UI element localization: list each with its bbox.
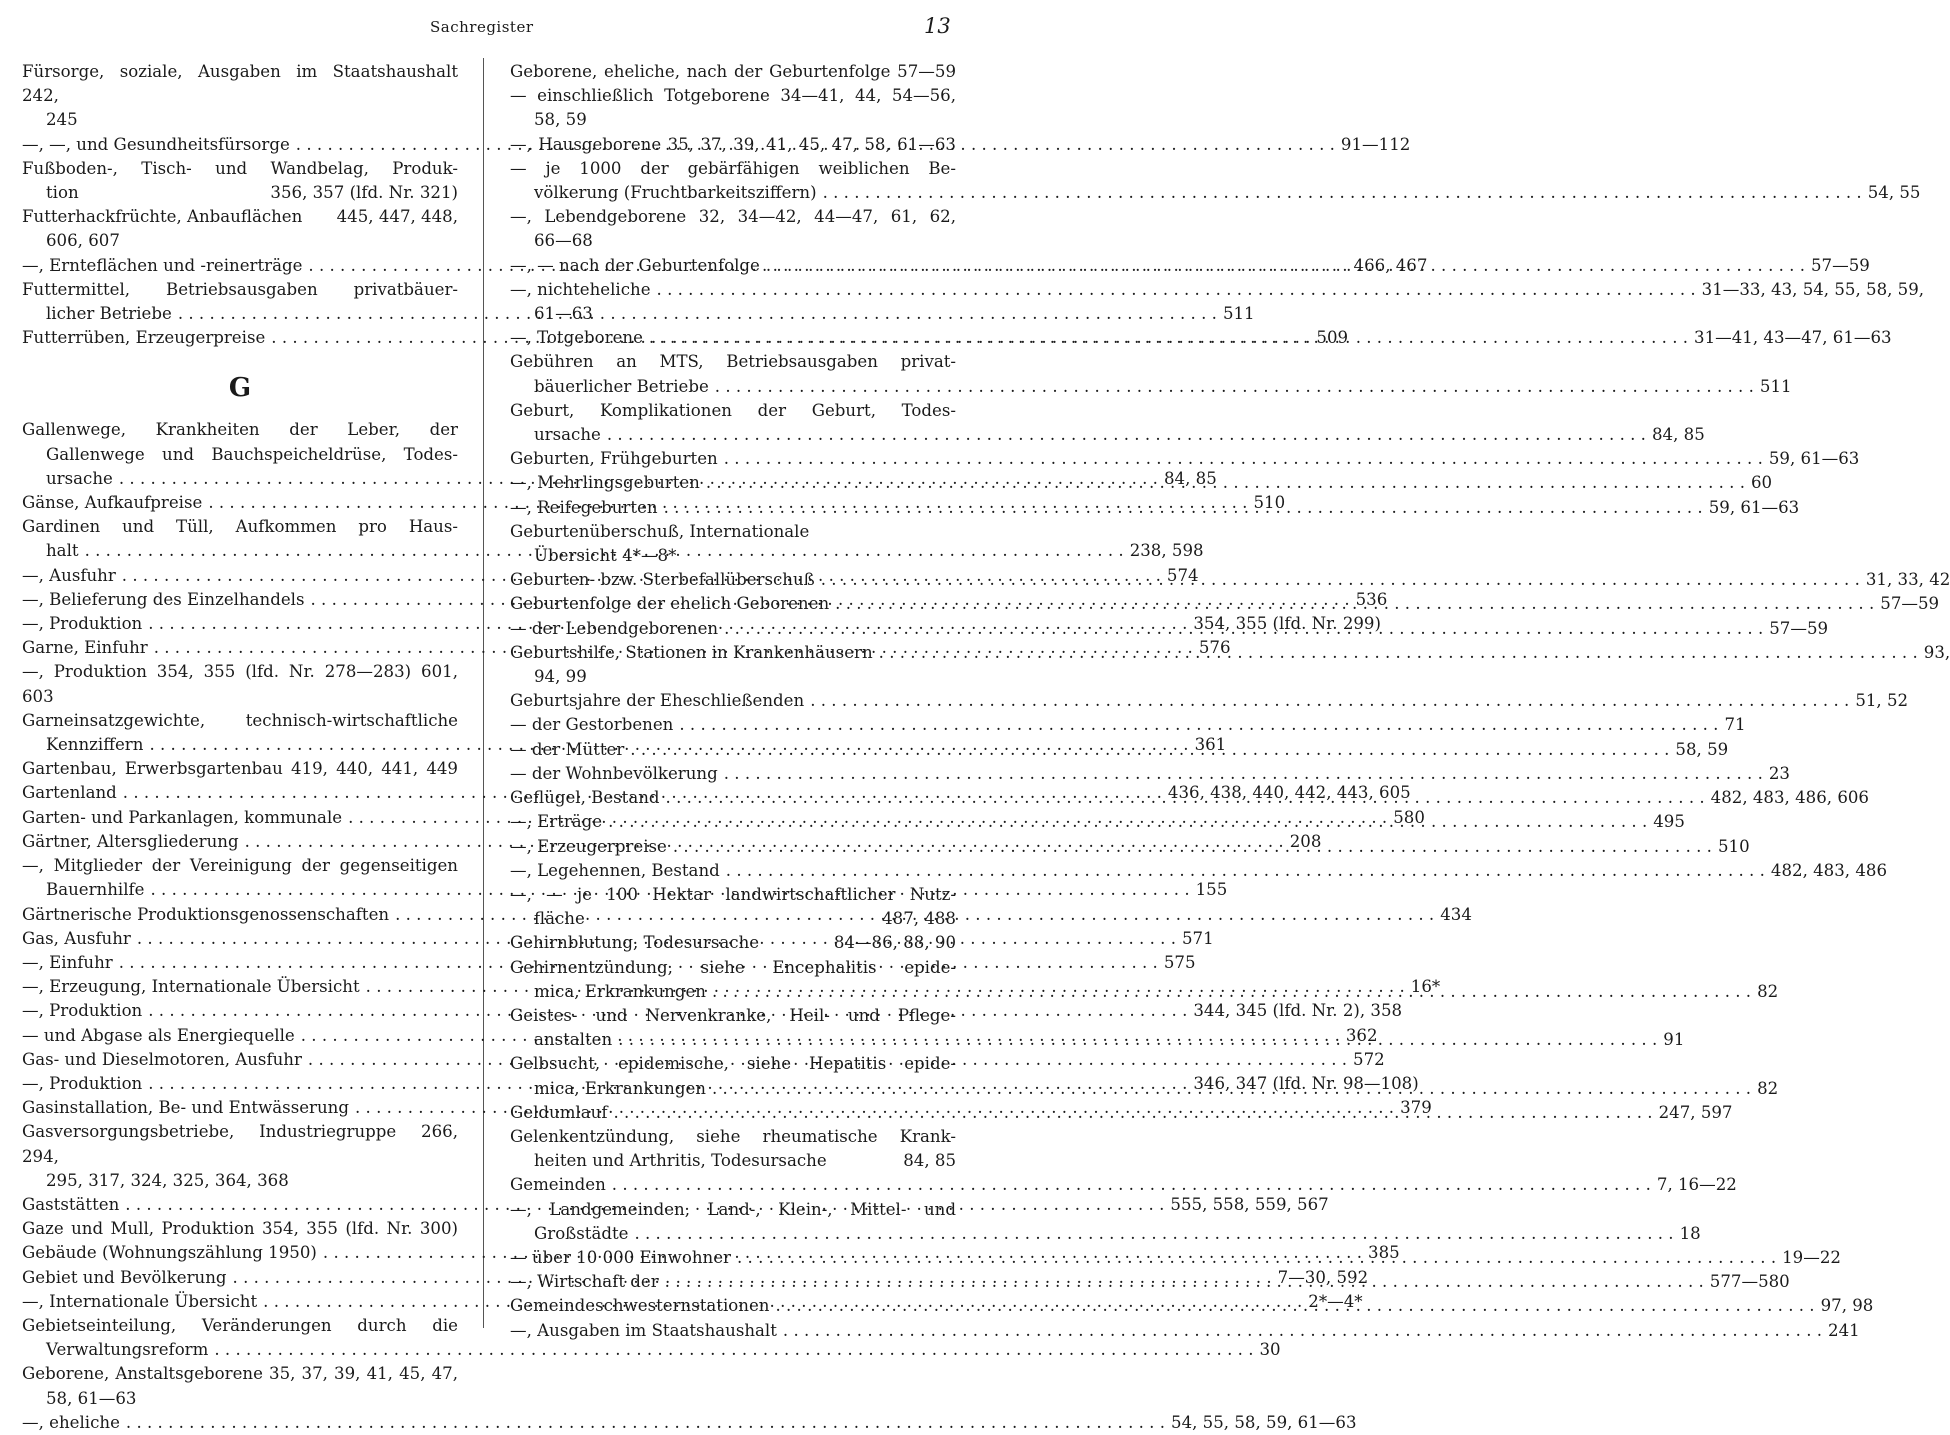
index-line bbox=[22, 757, 458, 781]
leader-dots bbox=[823, 181, 1862, 205]
entry-text: Geburtsjahre der Eheschließenden bbox=[510, 691, 805, 711]
index-entry bbox=[22, 205, 458, 253]
entry-text: Gaststätten bbox=[22, 1194, 120, 1214]
entry-text: —, Ausgaben im Staatshaushalt bbox=[510, 1320, 777, 1340]
leader-dots bbox=[726, 859, 1765, 883]
index-line bbox=[22, 278, 458, 302]
index-line bbox=[510, 181, 1921, 205]
leader-dots bbox=[673, 835, 1712, 859]
entry-text: Gas, Ausfuhr bbox=[22, 928, 131, 948]
leader-dots bbox=[618, 1028, 1657, 1052]
index-entry bbox=[510, 713, 1746, 737]
leader-dots bbox=[657, 278, 1696, 302]
page-reference: 7, 16—22 bbox=[1656, 1175, 1737, 1195]
index-line bbox=[510, 278, 1925, 302]
entry-text: Gehirnentzündung, siehe Encephalitis epide- bbox=[510, 957, 956, 977]
index-line bbox=[22, 1338, 1281, 1362]
entry-text: Futterhackfrüchte, Anbauflächen bbox=[22, 207, 303, 227]
index-line bbox=[510, 1125, 956, 1149]
entry-text: Gelenkentzündung, siehe rheumatische Krank- bbox=[510, 1126, 956, 1146]
entry-text: Futtermittel, Betriebsausgaben privatbäuer- bbox=[22, 279, 458, 299]
index-line bbox=[510, 399, 956, 423]
page-reference: 54, 55, 58, 59, 61—63 bbox=[1171, 1412, 1357, 1432]
index-entry bbox=[22, 1217, 458, 1241]
index-entry bbox=[510, 133, 956, 157]
leader-dots bbox=[608, 810, 1647, 834]
entry-text: Fußboden-, Tisch- und Wandbelag, Produk- bbox=[22, 158, 458, 178]
leader-dots bbox=[126, 1411, 1165, 1435]
entry-text: heiten und Arthritis, Todesursache bbox=[534, 1151, 827, 1171]
index-entry bbox=[22, 757, 458, 781]
entry-text: Gebäude (Wohnungszählung 1950) bbox=[22, 1243, 317, 1263]
entry-text: Gärtner, Altersgliederung bbox=[22, 831, 239, 851]
entry-text: Verwaltungsreform bbox=[46, 1340, 209, 1360]
page-reference: 247, 597 bbox=[1658, 1102, 1733, 1122]
leader-dots bbox=[783, 1319, 1822, 1343]
index-line bbox=[510, 1198, 956, 1222]
index-line bbox=[510, 1222, 1701, 1246]
leader-dots bbox=[679, 713, 1718, 737]
page-reference: 58, 59 bbox=[1675, 739, 1729, 759]
entry-text: Geburten, Frühgeburten bbox=[510, 449, 718, 469]
page-reference: 555, 558, 559, 567 bbox=[1170, 1194, 1329, 1214]
page-reference: 571 bbox=[1181, 928, 1214, 948]
entry-text: Gemeindeschwesternstationen bbox=[510, 1296, 770, 1316]
index-entry bbox=[22, 1411, 1357, 1435]
index-entry bbox=[22, 157, 458, 205]
index-line bbox=[22, 660, 458, 708]
index-line bbox=[510, 229, 956, 253]
entry-text: —, Produktion bbox=[22, 1001, 143, 1021]
entry-text: —, Belieferung des Einzelhandels bbox=[22, 589, 305, 609]
index-entry bbox=[22, 660, 458, 708]
leader-dots bbox=[835, 592, 1874, 616]
page-reference: 445, 447, 448, bbox=[336, 207, 458, 227]
page-reference: 31—41, 43—47, 61—63 bbox=[1694, 328, 1892, 348]
page-reference: 346, 347 (lfd. Nr. 98—108) bbox=[1193, 1073, 1419, 1093]
entry-text: mica, Erkrankungen bbox=[534, 1078, 706, 1098]
page-reference: 57—59 bbox=[1769, 618, 1829, 638]
index-entry bbox=[510, 762, 1790, 786]
column-divider bbox=[483, 58, 484, 1328]
page-reference: 57—59 bbox=[1880, 594, 1940, 614]
index-line bbox=[510, 205, 956, 229]
entry-text: Gallenwege, Krankheiten der Leber, der bbox=[22, 420, 458, 440]
leader-dots bbox=[810, 689, 1849, 713]
page-reference: 575 bbox=[1163, 952, 1196, 972]
index-entry bbox=[510, 1125, 956, 1173]
index-line bbox=[22, 1169, 458, 1193]
entry-text: —, Erträge bbox=[510, 812, 603, 832]
entry-text: Geborene, Anstaltsgeborene 35, 37, 39, 41, 45, 47, bbox=[22, 1364, 458, 1384]
entry-text: Futterrüben, Erzeugerpreise bbox=[22, 328, 266, 348]
index-entry bbox=[510, 931, 956, 955]
page-reference: 379 bbox=[1400, 1098, 1432, 1118]
entry-text: —, — nach der Geburtenfolge bbox=[510, 255, 760, 275]
index-entry bbox=[22, 1362, 458, 1410]
page-reference: 59, 61—63 bbox=[1708, 497, 1800, 517]
entry-text: 66—68 bbox=[534, 231, 593, 251]
page-reference: 84, 85 bbox=[1651, 425, 1705, 445]
entry-text: —, Produktion bbox=[22, 1073, 143, 1093]
leader-dots bbox=[821, 568, 1860, 592]
page-reference: 23 bbox=[1768, 763, 1790, 783]
entry-text: Geburtshilfe, Stationen in Krankenhäusern bbox=[510, 642, 873, 662]
page-reference: 93, bbox=[1923, 642, 1950, 662]
entry-text: Gehirnblutung, Todesursache bbox=[510, 933, 760, 953]
leader-dots bbox=[706, 471, 1745, 495]
leader-dots bbox=[649, 326, 1688, 350]
index-line bbox=[22, 1217, 458, 1241]
page-reference: 84, 85 bbox=[903, 1151, 956, 1171]
index-entry bbox=[22, 1120, 458, 1193]
index-line bbox=[22, 60, 458, 108]
index-entry bbox=[510, 447, 1860, 471]
entry-text: ursache bbox=[534, 425, 601, 445]
page-reference: 84—86, 88, 90 bbox=[833, 933, 956, 953]
index-line bbox=[22, 157, 458, 181]
index-line bbox=[510, 883, 956, 907]
page-reference: 362 bbox=[1345, 1025, 1378, 1045]
page-reference: 2*—4* bbox=[1308, 1291, 1363, 1311]
entry-text: — der Wohnbevölkerung bbox=[510, 763, 718, 783]
entry-text: —, Reifegeburten bbox=[510, 497, 658, 517]
entry-text: Gemeinden bbox=[510, 1175, 606, 1195]
page-reference: 511 bbox=[1222, 304, 1255, 324]
entry-text: — über 10 000 Einwohner bbox=[510, 1247, 731, 1267]
page-reference: 54, 55 bbox=[1867, 183, 1921, 203]
entry-text: 58, 59 bbox=[534, 110, 587, 130]
page-reference: 57—59 bbox=[1811, 255, 1870, 275]
page-reference: 82 bbox=[1757, 1078, 1779, 1098]
entry-text: —, Erzeugung, Internationale Übersicht bbox=[22, 977, 360, 997]
entry-text: —, Legehennen, Bestand bbox=[510, 860, 720, 880]
index-line bbox=[22, 515, 458, 539]
running-head: Sachregister bbox=[430, 18, 534, 36]
leader-dots bbox=[665, 1270, 1704, 1294]
entry-text: Gebietseinteilung, Veränderungen durch die bbox=[22, 1315, 458, 1335]
page-reference: 536 bbox=[1355, 589, 1388, 609]
entry-text: —, —, und Gesundheitsfürsorge bbox=[22, 134, 290, 154]
entry-text: ursache bbox=[46, 468, 113, 488]
entry-text: —, Erzeugerpreise bbox=[510, 836, 667, 856]
entry-text: —, Mehrlingsgeburten bbox=[510, 473, 700, 493]
index-line bbox=[510, 60, 956, 84]
entry-text: —, Totgeborene bbox=[510, 328, 643, 348]
index-line bbox=[510, 689, 1909, 713]
index-line bbox=[510, 133, 956, 157]
entry-text: — der Gestorbenen bbox=[510, 715, 674, 735]
leader-dots bbox=[634, 1222, 1673, 1246]
index-line bbox=[510, 907, 956, 931]
entry-text: fläche bbox=[534, 909, 585, 929]
entry-text: — der Lebendgeborenen bbox=[510, 618, 719, 638]
page-reference: 7—30, 592 bbox=[1277, 1267, 1369, 1287]
index-entry bbox=[510, 157, 1921, 205]
entry-text: Fürsorge, soziale, Ausgaben im Staatshaushalt 242, bbox=[22, 62, 458, 106]
entry-text: Gas- und Dieselmotoren, Ausfuhr bbox=[22, 1049, 302, 1069]
entry-text: Geflügel, Bestand bbox=[510, 788, 660, 808]
entry-text: Gasversorgungsbetriebe, Industriegruppe 266, 294, bbox=[22, 1122, 458, 1166]
index-line bbox=[510, 931, 956, 955]
page-reference: 60 bbox=[1751, 473, 1773, 493]
index-line bbox=[510, 157, 956, 181]
index-entry bbox=[510, 520, 956, 568]
page-reference: 509 bbox=[1316, 328, 1349, 348]
page-reference: 82 bbox=[1757, 981, 1779, 1001]
entry-text: —, Landgemeinden, Land-, Klein-, Mittel- und bbox=[510, 1199, 956, 1219]
page-reference: 574 bbox=[1166, 565, 1199, 585]
leader-dots bbox=[724, 617, 1763, 641]
entry-text: Gardinen und Tüll, Aufkommen pro Haus- bbox=[22, 517, 458, 537]
leader-dots bbox=[630, 738, 1669, 762]
entry-text: —, Produktion bbox=[22, 614, 143, 634]
page-reference: 510 bbox=[1717, 836, 1750, 856]
leader-dots bbox=[613, 1101, 1652, 1125]
entry-text: 61—63 bbox=[534, 304, 593, 324]
index-line bbox=[22, 1314, 458, 1338]
section-letter: G bbox=[228, 373, 252, 404]
entry-text: 58, 61—63 bbox=[46, 1388, 137, 1408]
entry-text: Gebühren an MTS, Betriebsausgaben privat- bbox=[510, 352, 956, 372]
index-entry bbox=[510, 205, 956, 253]
entry-text: —, eheliche bbox=[22, 1412, 120, 1432]
leader-dots bbox=[724, 762, 1763, 786]
index-line bbox=[510, 713, 1746, 737]
entry-text: —, Lebendgeborene 32, 34—42, 44—47, 61, 62, bbox=[510, 207, 956, 227]
page-reference: 361 bbox=[1194, 735, 1227, 755]
leader-dots bbox=[664, 496, 1703, 520]
entry-text: Garneinsatzgewichte, technisch-wirtschaftliche bbox=[22, 710, 458, 730]
page-reference: 436, 438, 440, 442, 443, 605 bbox=[1167, 783, 1411, 803]
entry-text: 94, 99 bbox=[534, 667, 587, 687]
index-line bbox=[22, 1362, 458, 1386]
index-entry bbox=[510, 399, 1705, 447]
entry-text: —, Produktion 354, 355 (lfd. Nr. 278—283) 601, 603 bbox=[22, 662, 458, 706]
index-line bbox=[510, 1173, 1737, 1197]
index-line bbox=[22, 1387, 458, 1411]
entry-text: anstalten bbox=[534, 1030, 613, 1050]
entry-text: Gaze und Mull, Produktion 354, 355 (lfd. Nr. 300) bbox=[22, 1219, 458, 1239]
index-line bbox=[510, 520, 956, 544]
entry-text: —, Einfuhr bbox=[22, 952, 113, 972]
page-reference: 31, 33, 42 bbox=[1865, 570, 1950, 590]
page-reference: 59, 61—63 bbox=[1768, 449, 1860, 469]
entry-text: Geburtenfolge der ehelich Geborenen bbox=[510, 594, 830, 614]
leader-dots bbox=[879, 641, 1918, 665]
entry-text: — einschließlich Totgeborene 34—41, 44, 54—56, bbox=[510, 86, 956, 106]
index-entry bbox=[510, 689, 1909, 713]
index-entry bbox=[510, 883, 956, 931]
leader-dots bbox=[724, 447, 1763, 471]
entry-text: —, Mitglieder der Vereinigung der gegenseitigen bbox=[22, 856, 458, 876]
index-line bbox=[22, 1120, 458, 1168]
page-reference: 51, 52 bbox=[1855, 691, 1909, 711]
index-line bbox=[510, 375, 1792, 399]
page-reference: 208 bbox=[1289, 831, 1322, 851]
entry-text: 245 bbox=[46, 110, 78, 130]
entry-text: — je 1000 der gebärfähigen weiblichen Be- bbox=[510, 158, 956, 178]
page-reference: 18 bbox=[1679, 1223, 1701, 1243]
entry-text: Geburtenüberschuß, Internationale bbox=[510, 521, 810, 541]
entry-text: Geburten- bzw. Sterbefallüberschuß bbox=[510, 570, 815, 590]
leader-dots bbox=[737, 1246, 1776, 1270]
entry-text: —, nichteheliche bbox=[510, 279, 651, 299]
index-line bbox=[510, 1004, 956, 1028]
index-line bbox=[22, 443, 458, 467]
page-reference: 91—112 bbox=[1340, 134, 1411, 154]
index-line bbox=[22, 1411, 1357, 1435]
entry-text: Gartenland bbox=[22, 783, 117, 803]
page-reference: 354, 355 (lfd. Nr. 299) bbox=[1193, 614, 1381, 634]
index-line bbox=[22, 205, 458, 229]
page-reference: 241 bbox=[1828, 1320, 1860, 1340]
entry-text: Geistes- und Nervenkranke, Heil- und Pflege- bbox=[510, 1005, 956, 1025]
page-reference: 238, 598 bbox=[1129, 541, 1204, 561]
entry-text: —, Ernteflächen und -reinerträge bbox=[22, 255, 303, 275]
index-line bbox=[22, 709, 458, 733]
index-line bbox=[510, 1052, 956, 1076]
entry-text: Bauernhilfe bbox=[46, 880, 145, 900]
page-reference: 487, 488 bbox=[882, 909, 956, 929]
leader-dots bbox=[612, 1173, 1651, 1197]
index-entry bbox=[22, 60, 458, 133]
page-reference: 577—580 bbox=[1709, 1272, 1790, 1292]
page-reference: 71 bbox=[1724, 715, 1746, 735]
index-line bbox=[22, 181, 458, 205]
index-line bbox=[510, 108, 956, 132]
entry-text: Garten- und Parkanlagen, kommunale bbox=[22, 807, 343, 827]
leader-dots bbox=[766, 254, 1805, 278]
page-reference: 482, 483, 486, 606 bbox=[1710, 788, 1869, 808]
entry-text: Gartenbau, Erwerbsgartenbau 419, 440, 441, 449 bbox=[22, 759, 458, 779]
entry-text: Gallenwege und Bauchspeicheldrüse, Todes- bbox=[46, 444, 458, 464]
entry-text: Garne, Einfuhr bbox=[22, 638, 148, 658]
page-reference: 344, 345 (lfd. Nr. 2), 358 bbox=[1193, 1001, 1403, 1021]
index-entry bbox=[510, 350, 1792, 398]
page-reference: 16* bbox=[1410, 977, 1441, 997]
entry-text: —, — je 100 Hektar landwirtschaftlicher Nutz- bbox=[510, 884, 956, 904]
index-line bbox=[510, 84, 956, 108]
index-line bbox=[22, 418, 458, 442]
page-reference: 84, 85 bbox=[1163, 468, 1217, 488]
index-line bbox=[510, 544, 956, 568]
index-line bbox=[510, 762, 1790, 786]
page-reference: 576 bbox=[1198, 638, 1231, 658]
index-line bbox=[22, 229, 458, 253]
leader-dots bbox=[712, 980, 1751, 1004]
entry-text: tion bbox=[46, 183, 79, 203]
entry-text: —, Wirtschaft der bbox=[510, 1272, 659, 1292]
page-reference: 580 bbox=[1393, 807, 1425, 827]
page-reference: 434 bbox=[1440, 904, 1472, 924]
entry-text: —, Internationale Übersicht bbox=[22, 1291, 258, 1311]
page-reference: 31—33, 43, 54, 55, 58, 59, bbox=[1701, 279, 1925, 299]
index-line bbox=[510, 665, 956, 689]
page-reference: 19—22 bbox=[1782, 1247, 1841, 1267]
leader-dots bbox=[666, 786, 1705, 810]
entry-text: Gelbsucht, epidemische, siehe Hepatitis epide- bbox=[510, 1054, 956, 1074]
page-reference: 466, 467 bbox=[1353, 255, 1428, 275]
entry-text: Geburt, Komplikationen der Geburt, Todes- bbox=[510, 400, 956, 420]
index-line bbox=[510, 956, 956, 980]
entry-text: Kennziffern bbox=[46, 735, 144, 755]
index-line bbox=[510, 859, 1888, 883]
entry-text: — und Abgase als Energiequelle bbox=[22, 1025, 295, 1045]
index-line bbox=[510, 350, 956, 374]
entry-text: Gasinstallation, Be- und Entwässerung bbox=[22, 1098, 349, 1118]
index-entry bbox=[510, 60, 956, 133]
page-reference: 91 bbox=[1663, 1030, 1685, 1050]
page-reference: 482, 483, 486 bbox=[1770, 860, 1888, 880]
leader-dots bbox=[775, 1294, 1814, 1318]
index-line bbox=[510, 302, 956, 326]
entry-text: bäuerlicher Betriebe bbox=[534, 376, 709, 396]
entry-text: 295, 317, 324, 325, 364, 368 bbox=[46, 1170, 289, 1190]
leader-dots bbox=[712, 1077, 1751, 1101]
leader-dots bbox=[715, 375, 1754, 399]
index-entry bbox=[510, 859, 1888, 883]
entry-text: Gänse, Aufkaufpreise bbox=[22, 493, 203, 513]
index-line bbox=[22, 854, 458, 878]
page-reference: 510 bbox=[1253, 493, 1286, 513]
index-line bbox=[510, 1149, 956, 1173]
page-number: 13 bbox=[924, 14, 951, 38]
entry-text: halt bbox=[46, 541, 79, 561]
leader-dots bbox=[607, 423, 1646, 447]
entry-text: 606, 607 bbox=[46, 231, 120, 251]
entry-text: Geldumlauf bbox=[510, 1102, 608, 1122]
index-line bbox=[510, 447, 1860, 471]
page-reference: 356, 357 (lfd. Nr. 321) bbox=[270, 183, 458, 203]
index-line bbox=[510, 423, 1705, 447]
index-entry bbox=[510, 1173, 1737, 1197]
entry-text: Gärtnerische Produktionsgenossenschaften bbox=[22, 904, 390, 924]
page-reference: 30 bbox=[1259, 1340, 1281, 1360]
entry-text: mica, Erkrankungen bbox=[534, 981, 706, 1001]
page-reference: 495 bbox=[1653, 812, 1685, 832]
page-reference: 97, 98 bbox=[1820, 1296, 1874, 1316]
page-reference: 511 bbox=[1759, 376, 1792, 396]
entry-text: Gebiet und Bevölkerung bbox=[22, 1267, 227, 1287]
entry-text: licher Betriebe bbox=[46, 304, 172, 324]
index-entry bbox=[510, 1319, 1860, 1343]
entry-text: völkerung (Fruchtbarkeitsziffern) bbox=[534, 183, 817, 203]
entry-text: Übersicht 4*—8* bbox=[534, 546, 677, 566]
index-line bbox=[510, 1319, 1860, 1343]
page-header bbox=[0, 14, 1024, 44]
entry-text: — der Mütter bbox=[510, 739, 625, 759]
page-reference: 572 bbox=[1353, 1049, 1385, 1069]
index-line bbox=[22, 108, 458, 132]
page-reference: 385 bbox=[1368, 1243, 1400, 1263]
entry-text: Geborene, eheliche, nach der Geburtenfolge 57—59 bbox=[510, 62, 956, 81]
entry-text: —, Ausfuhr bbox=[22, 565, 116, 585]
entry-text: —, Hausgeborene 35, 37, 39, 41, 45, 47, 58, 61—63 bbox=[510, 134, 956, 154]
page-reference: 155 bbox=[1195, 880, 1228, 900]
entry-text: Großstädte bbox=[534, 1223, 629, 1243]
